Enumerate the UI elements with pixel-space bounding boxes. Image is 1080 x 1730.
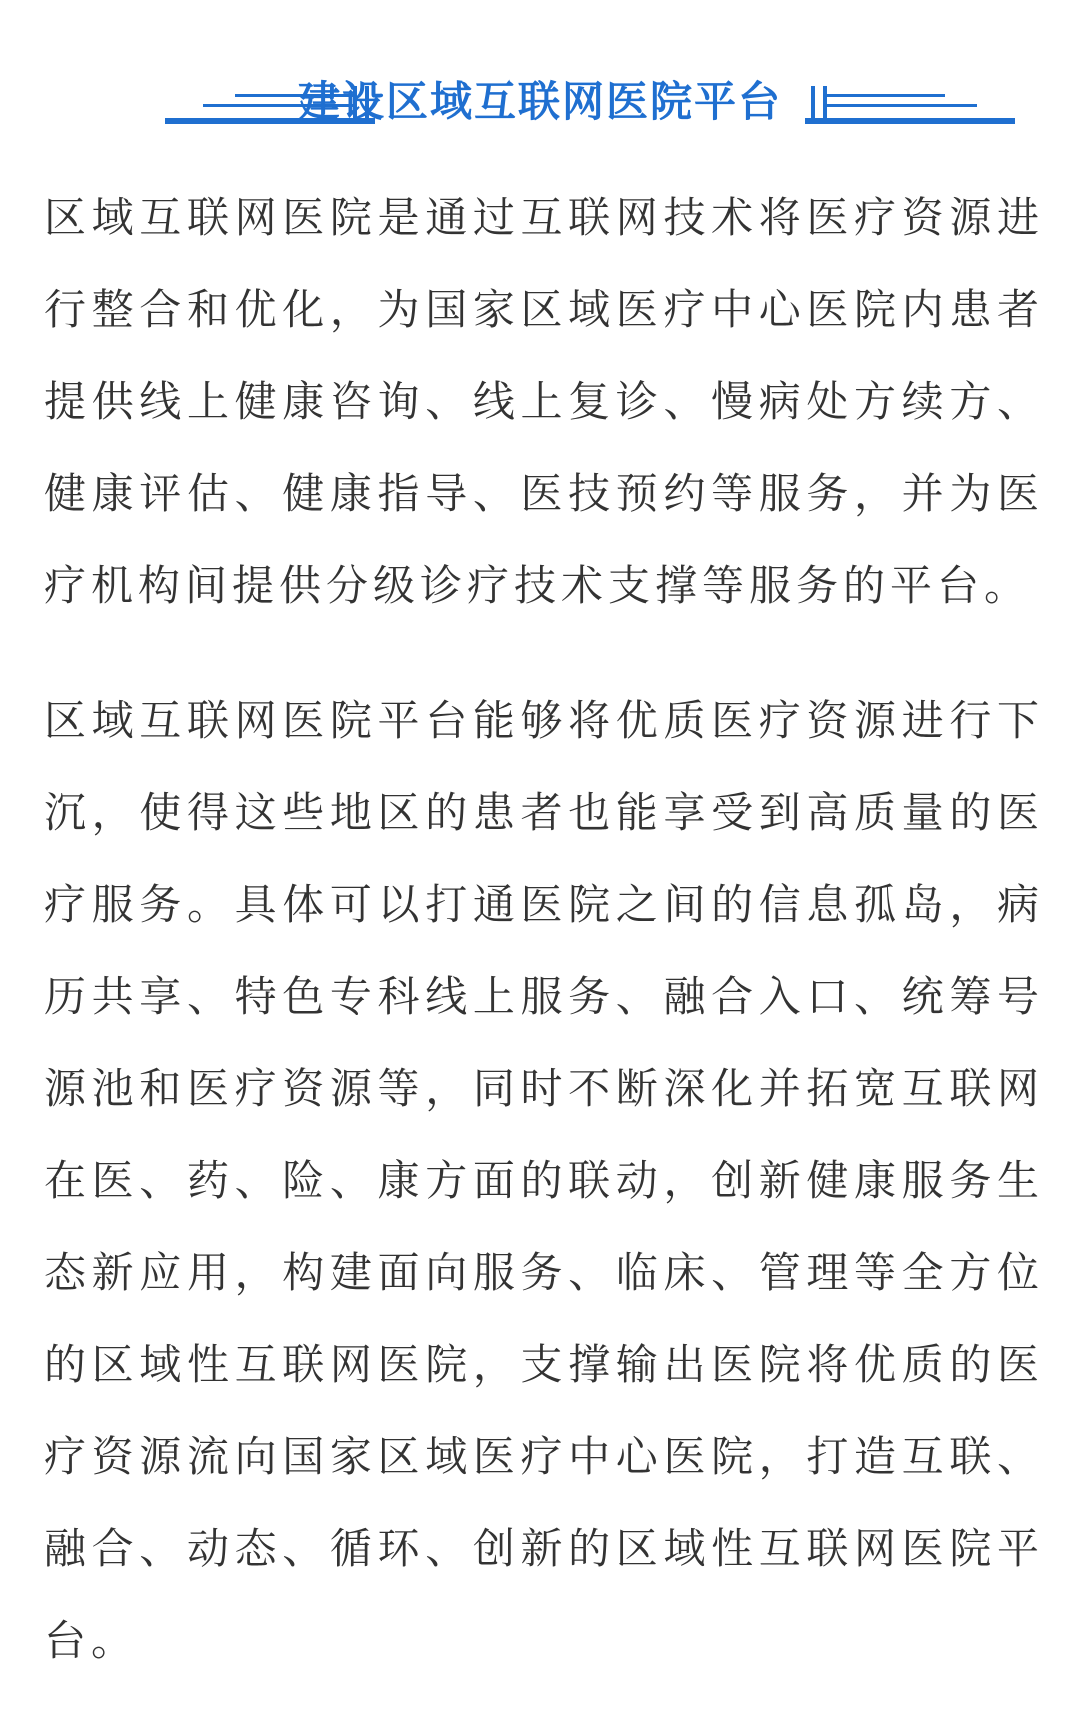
section-title: 建设区域互联网医院平台 bbox=[297, 77, 782, 126]
paragraph-intro: 区域互联网医院是通过互联网技术将医疗资源进行整合和优化，为国家区域医疗中心医院内患者提供线上健康咨询、线上复诊、慢病处方续方、健康评估、健康指导、医技预约等服务，并为医疗机构间提供分级诊疗技术支撑等服务的平台。 bbox=[44, 193, 1044, 610]
paragraph-details: 区域互联网医院平台能够将优质医疗资源进行下沉，使得这些地区的患者也能享受到高质量的医疗服务。具体可以打通医院之间的信息孤岛，病历共享、特色专科线上服务、融合入口、统筹号源池和医疗资源等，同时不断深化并拓宽互联网在医、药、险、康方面的联动，创新健康服务生态新应用，构建面向服务、临床、管理等全方位的区域性互联网医院，支撑输出医院将优质的医疗资源流向国家区域医疗中心医院，打造互联、融合、动态、循环、创新的区域性互联网医院平台。 bbox=[44, 696, 1044, 1665]
heading-bracket-right-icon bbox=[805, 82, 1015, 130]
section-heading bbox=[0, 72, 1080, 144]
